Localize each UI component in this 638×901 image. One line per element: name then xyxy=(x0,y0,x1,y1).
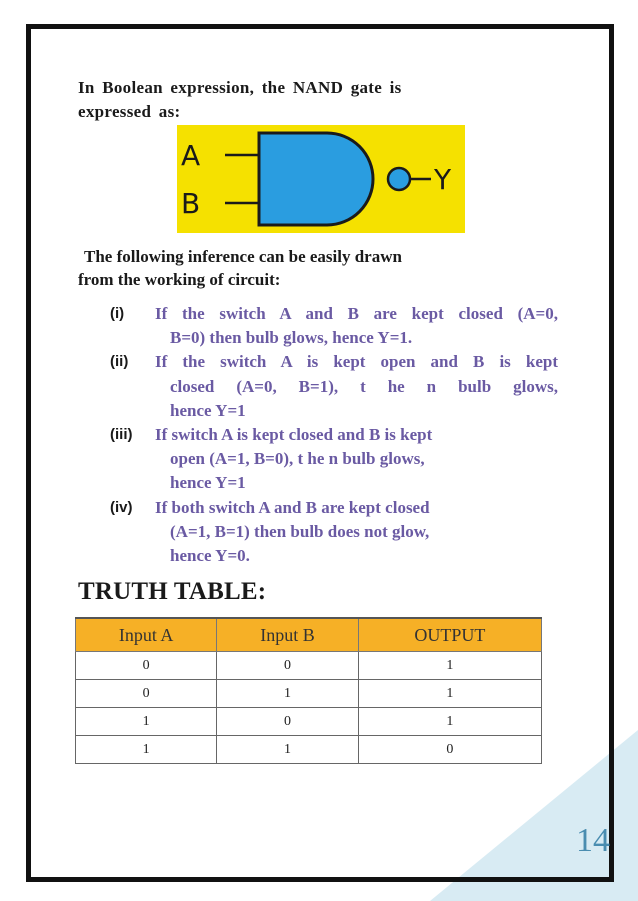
table-cell: 0 xyxy=(217,708,358,736)
table-row xyxy=(76,708,542,736)
inference-line-2: from the working of circuit: xyxy=(78,270,281,289)
table-cell: 0 xyxy=(358,736,541,764)
case-number: (ii) xyxy=(110,353,129,371)
case-line: closed (A=0, B=1), t he n bulb glows, xyxy=(170,376,558,396)
case-line: If both switch A and B are kept closed xyxy=(155,497,430,517)
table-cell: 0 xyxy=(76,680,217,708)
nand-gate-diagram xyxy=(177,125,465,233)
case-item xyxy=(110,350,558,423)
case-line: If the switch A is kept open and B is kept xyxy=(155,352,558,372)
table-cell: 1 xyxy=(358,652,541,680)
inference-cases-list xyxy=(110,302,558,568)
page-number: 14 xyxy=(576,822,610,859)
inference-paragraph xyxy=(78,245,498,291)
case-line: B=0) then bulb glows, hence Y=1. xyxy=(170,328,413,348)
intro-paragraph xyxy=(78,76,478,124)
inference-line-1: The following inference can be easily drawn xyxy=(84,247,402,266)
table-cell: 1 xyxy=(358,708,541,736)
case-number: (iii) xyxy=(110,426,133,444)
truth-table xyxy=(75,617,542,764)
case-item xyxy=(110,496,558,569)
header-input-a: Input A xyxy=(76,618,217,652)
table-cell: 0 xyxy=(76,652,217,680)
table-cell: 0 xyxy=(217,652,358,680)
truth-table-header-row xyxy=(76,618,542,652)
table-cell: 1 xyxy=(217,680,358,708)
case-item xyxy=(110,302,558,350)
header-output: OUTPUT xyxy=(358,618,541,652)
table-cell: 1 xyxy=(358,680,541,708)
case-number: (i) xyxy=(110,305,125,322)
gate-input-a-label: A xyxy=(181,139,201,172)
case-line: open (A=1, B=0), t he n bulb glows, xyxy=(170,449,425,469)
table-cell: 1 xyxy=(217,736,358,764)
case-line: hence Y=1 xyxy=(170,473,246,493)
case-number: (iv) xyxy=(110,498,133,516)
table-cell: 1 xyxy=(76,736,217,764)
intro-line-1: In Boolean expression, the NAND gate is xyxy=(78,78,402,97)
gate-input-b-label: B xyxy=(181,187,201,220)
nand-inversion-bubble xyxy=(388,168,410,190)
table-row xyxy=(76,680,542,708)
case-line: If switch A is kept closed and B is kept xyxy=(155,425,433,445)
nand-gate-body xyxy=(259,133,373,225)
intro-line-2: expressed as: xyxy=(78,102,181,121)
table-row xyxy=(76,652,542,680)
gate-output-y-label: Y xyxy=(434,163,452,196)
table-cell: 1 xyxy=(76,708,217,736)
table-row xyxy=(76,736,542,764)
case-line: (A=1, B=1) then bulb does not glow, xyxy=(170,521,430,541)
case-line: hence Y=0. xyxy=(170,546,250,566)
case-line: hence Y=1 xyxy=(170,400,246,420)
case-item xyxy=(110,423,558,496)
case-line: If the switch A and B are kept closed (A=0, xyxy=(155,304,558,323)
truth-table-title: TRUTH TABLE: xyxy=(78,578,267,605)
header-input-b: Input B xyxy=(217,618,358,652)
